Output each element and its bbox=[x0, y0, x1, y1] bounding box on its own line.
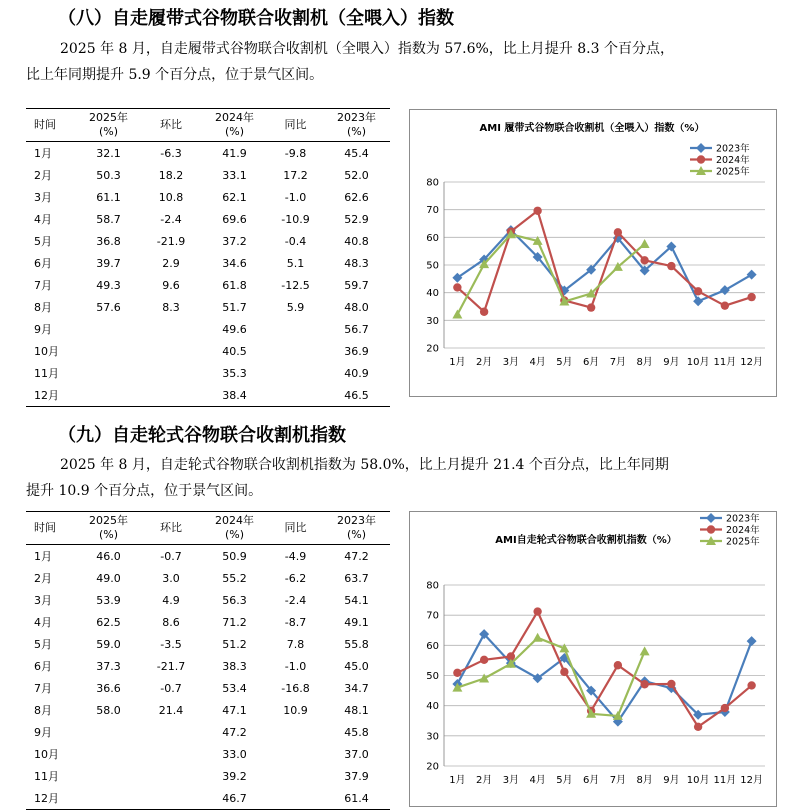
table-row bbox=[26, 186, 390, 208]
cell-month: 10月 bbox=[34, 748, 59, 761]
cell-v2024: 47.2 bbox=[222, 725, 247, 739]
series-2024年 bbox=[453, 207, 756, 316]
cell-v2025: 57.6 bbox=[96, 300, 121, 314]
cell-mom: 9.6 bbox=[162, 278, 180, 292]
cell-v2023: 55.8 bbox=[344, 637, 369, 651]
cell-yoy: -8.7 bbox=[284, 615, 307, 629]
section9-paragraph bbox=[26, 452, 776, 504]
cell-v2024: 51.7 bbox=[222, 300, 247, 314]
cell-yoy: -9.8 bbox=[284, 146, 307, 160]
cell-v2025: 61.1 bbox=[96, 190, 121, 204]
legend-marker bbox=[696, 143, 706, 153]
data-point bbox=[694, 723, 702, 731]
cell-v2024: 62.1 bbox=[222, 190, 247, 204]
header-yoy: 同比 bbox=[268, 512, 323, 545]
legend-label: 2023年 bbox=[726, 513, 760, 525]
cell-yoy: 5.1 bbox=[286, 256, 305, 270]
data-point bbox=[667, 262, 675, 270]
table-row bbox=[26, 765, 390, 787]
cell-v2025: 62.5 bbox=[96, 615, 121, 629]
chart-title: AMI自走轮式谷物联合收割机指数（%） bbox=[495, 535, 677, 546]
x-tick-label: 3月 bbox=[502, 357, 520, 368]
cell-yoy: -10.9 bbox=[281, 212, 310, 226]
cell-v2025 bbox=[76, 340, 141, 362]
cell-v2023: 63.7 bbox=[344, 571, 369, 585]
table-row bbox=[26, 274, 390, 296]
x-tick-label: 12月 bbox=[740, 775, 763, 786]
cell-v2023: 49.1 bbox=[344, 615, 369, 629]
cell-mom: -0.7 bbox=[160, 549, 182, 563]
cell-yoy: -16.8 bbox=[281, 681, 310, 695]
table-row bbox=[26, 545, 390, 568]
header-2024 bbox=[201, 109, 268, 142]
series-2025年 bbox=[452, 229, 649, 318]
cell-v2025: 53.9 bbox=[96, 593, 121, 607]
cell-v2024: 38.4 bbox=[201, 384, 268, 407]
x-tick-label: 2月 bbox=[475, 357, 493, 368]
cell-v2025: 49.0 bbox=[96, 571, 121, 585]
cell-month: 5月 bbox=[34, 235, 52, 248]
cell-v2023: 34.7 bbox=[344, 681, 369, 695]
data-point bbox=[587, 303, 595, 311]
table-row bbox=[26, 633, 390, 655]
data-point bbox=[667, 680, 675, 688]
header-2023-year: 2023年 bbox=[337, 514, 376, 527]
table-row bbox=[26, 230, 390, 252]
cell-v2023: 45.8 bbox=[344, 725, 369, 739]
data-point bbox=[533, 607, 541, 615]
cell-mom: 21.4 bbox=[158, 703, 184, 717]
cell-v2025: 37.3 bbox=[96, 659, 121, 673]
cell-mom bbox=[141, 340, 201, 362]
header-2023-year: 2023年 bbox=[337, 111, 376, 124]
table-row bbox=[26, 743, 390, 765]
cell-v2024: 56.3 bbox=[222, 593, 247, 607]
cell-mom bbox=[141, 721, 201, 743]
cell-mom bbox=[141, 384, 201, 407]
legend-label: 2025年 bbox=[716, 166, 750, 178]
cell-v2024: 40.5 bbox=[222, 344, 247, 358]
series-2023年 bbox=[452, 629, 756, 726]
y-tick-label: 30 bbox=[426, 731, 439, 743]
header-2024-year: 2024年 bbox=[215, 514, 254, 527]
x-tick-label: 11月 bbox=[713, 775, 737, 786]
cell-month: 9月 bbox=[34, 726, 52, 739]
header-2024-unit: (%) bbox=[224, 528, 245, 541]
cell-v2023: 56.7 bbox=[344, 322, 369, 336]
cell-yoy: -4.9 bbox=[284, 549, 307, 563]
series-2025年 bbox=[452, 633, 649, 720]
cell-v2024: 50.9 bbox=[222, 549, 247, 563]
cell-mom: -0.7 bbox=[160, 681, 182, 695]
table-row bbox=[26, 252, 390, 274]
y-tick-label: 60 bbox=[426, 232, 439, 244]
header-2023 bbox=[323, 512, 390, 545]
cell-mom bbox=[141, 743, 201, 765]
cell-mom bbox=[141, 318, 201, 340]
cell-mom bbox=[141, 362, 201, 384]
cell-yoy: -2.4 bbox=[284, 593, 307, 607]
x-tick-label: 8月 bbox=[636, 357, 653, 368]
table-row bbox=[26, 142, 390, 165]
section8-paragraph bbox=[26, 36, 776, 88]
cell-month: 1月 bbox=[34, 147, 52, 160]
data-point bbox=[747, 636, 757, 646]
cell-v2023: 40.8 bbox=[344, 234, 369, 248]
cell-month: 10月 bbox=[34, 345, 59, 358]
cell-yoy: -1.0 bbox=[284, 659, 307, 673]
cell-mom: -21.9 bbox=[156, 234, 186, 248]
data-point bbox=[640, 239, 650, 248]
cell-v2023: 45.0 bbox=[344, 659, 369, 673]
cell-v2025: 39.7 bbox=[96, 256, 121, 270]
cell-yoy: -0.4 bbox=[284, 234, 307, 248]
cell-v2024: 53.4 bbox=[222, 681, 247, 695]
cell-v2024: 35.3 bbox=[222, 366, 247, 380]
cell-mom: -6.3 bbox=[160, 146, 182, 160]
cell-v2024: 33.0 bbox=[222, 747, 247, 761]
cell-yoy: 5.9 bbox=[286, 300, 305, 314]
cell-v2025: 46.0 bbox=[96, 549, 121, 563]
y-tick-label: 80 bbox=[426, 177, 439, 189]
y-tick-label: 30 bbox=[426, 315, 439, 327]
cell-v2025 bbox=[76, 743, 141, 765]
table-row bbox=[26, 567, 390, 589]
data-point bbox=[640, 256, 648, 264]
table-row bbox=[26, 384, 390, 407]
cell-month: 2月 bbox=[34, 169, 52, 182]
y-tick-label: 80 bbox=[426, 580, 439, 592]
cell-v2024: 34.6 bbox=[222, 256, 247, 270]
series-line bbox=[457, 230, 751, 301]
cell-month: 6月 bbox=[34, 660, 52, 673]
cell-yoy bbox=[268, 743, 323, 765]
x-tick-label: 10月 bbox=[686, 357, 710, 368]
cell-v2023: 46.5 bbox=[323, 384, 390, 407]
data-point bbox=[452, 310, 462, 319]
table-row bbox=[26, 296, 390, 318]
data-point bbox=[453, 669, 461, 677]
cell-v2023: 47.2 bbox=[344, 549, 369, 563]
cell-month: 2月 bbox=[34, 572, 52, 585]
data-point bbox=[479, 674, 489, 683]
cell-month: 4月 bbox=[34, 213, 52, 226]
legend-label: 2023年 bbox=[716, 143, 750, 155]
y-tick-label: 60 bbox=[426, 640, 439, 652]
cell-month: 1月 bbox=[34, 550, 52, 563]
cell-mom: -3.5 bbox=[160, 637, 182, 651]
cell-month: 12月 bbox=[26, 384, 76, 407]
cell-mom: 8.6 bbox=[162, 615, 180, 629]
header-2023-unit: (%) bbox=[346, 528, 367, 541]
data-point bbox=[694, 287, 702, 295]
cell-v2024: 33.1 bbox=[222, 168, 247, 182]
section8-paragraph-line1: 2025 年 8 月，自走履带式谷物联合收割机（全喂入）指数为 57.6%，比上月提升 8.3 个百分点， bbox=[60, 41, 674, 57]
cell-v2023: 37.9 bbox=[344, 769, 369, 783]
section9-line-chart bbox=[410, 512, 776, 806]
cell-v2024: 37.2 bbox=[222, 234, 247, 248]
table-row bbox=[26, 699, 390, 721]
cell-mom bbox=[141, 765, 201, 787]
section9-paragraph-line2: 提升 10.9 个百分点，位于景气区间。 bbox=[26, 483, 263, 499]
header-2024-unit: (%) bbox=[224, 125, 245, 138]
cell-v2025 bbox=[76, 787, 141, 810]
cell-v2023: 48.0 bbox=[344, 300, 369, 314]
cell-mom bbox=[141, 787, 201, 810]
table-row bbox=[26, 362, 390, 384]
section8-title: （八）自走履带式谷物联合收割机（全喂入）指数 bbox=[58, 8, 454, 29]
x-tick-label: 4月 bbox=[529, 357, 546, 368]
section9-chart-frame bbox=[409, 511, 777, 807]
header-2025 bbox=[76, 512, 141, 545]
cell-v2023: 48.1 bbox=[344, 703, 369, 717]
cell-v2024: 51.2 bbox=[222, 637, 247, 651]
header-2024 bbox=[201, 512, 268, 545]
cell-v2025: 59.0 bbox=[96, 637, 121, 651]
cell-v2025 bbox=[76, 384, 141, 407]
cell-v2023: 52.9 bbox=[344, 212, 369, 226]
cell-v2023: 37.0 bbox=[344, 747, 369, 761]
cell-v2024: 55.2 bbox=[222, 571, 247, 585]
series-line bbox=[457, 634, 751, 721]
cell-yoy: -1.0 bbox=[284, 190, 307, 204]
cell-yoy bbox=[268, 340, 323, 362]
table-row bbox=[26, 721, 390, 743]
table-row bbox=[26, 677, 390, 699]
data-point bbox=[720, 285, 730, 295]
x-tick-label: 9月 bbox=[663, 357, 680, 368]
cell-mom: 18.2 bbox=[158, 168, 184, 182]
cell-v2024: 71.2 bbox=[222, 615, 247, 629]
header-2025-unit: (%) bbox=[98, 125, 119, 138]
cell-v2025 bbox=[76, 765, 141, 787]
section8-chart-frame bbox=[409, 109, 777, 397]
x-tick-label: 3月 bbox=[502, 775, 520, 786]
cell-yoy: -12.5 bbox=[281, 278, 310, 292]
x-tick-label: 5月 bbox=[556, 775, 573, 786]
cell-v2023: 36.9 bbox=[344, 344, 369, 358]
cell-v2023: 40.9 bbox=[344, 366, 369, 380]
cell-v2025 bbox=[76, 362, 141, 384]
cell-yoy bbox=[268, 787, 323, 810]
y-tick-label: 40 bbox=[426, 701, 439, 713]
table-row bbox=[26, 318, 390, 340]
cell-v2023: 54.1 bbox=[344, 593, 369, 607]
cell-v2025: 49.3 bbox=[96, 278, 121, 292]
cell-yoy: -6.2 bbox=[284, 571, 307, 585]
data-point bbox=[533, 633, 543, 642]
chart-title: AMI 履带式谷物联合收割机（全喂入）指数（%） bbox=[479, 123, 705, 134]
header-2025-year: 2025年 bbox=[89, 111, 128, 124]
cell-month: 11月 bbox=[34, 367, 59, 380]
section8-line-chart bbox=[410, 110, 776, 396]
legend-label: 2024年 bbox=[716, 155, 750, 166]
header-time: 时间 bbox=[26, 512, 76, 545]
x-tick-label: 7月 bbox=[609, 775, 627, 786]
section8-paragraph-line2: 比上年同期提升 5.9 个百分点，位于景气区间。 bbox=[26, 67, 324, 83]
cell-v2024: 39.2 bbox=[222, 769, 247, 783]
cell-month: 7月 bbox=[34, 682, 52, 695]
table-row bbox=[26, 611, 390, 633]
cell-v2025: 32.1 bbox=[96, 146, 121, 160]
data-point bbox=[747, 270, 757, 280]
x-tick-label: 6月 bbox=[582, 775, 600, 786]
cell-mom: 3.0 bbox=[162, 571, 180, 585]
legend-label: 2025年 bbox=[726, 536, 760, 548]
cell-v2025: 58.0 bbox=[96, 703, 121, 717]
x-tick-label: 8月 bbox=[636, 775, 653, 786]
cell-v2023: 52.0 bbox=[344, 168, 369, 182]
header-mom: 环比 bbox=[141, 109, 201, 142]
cell-v2024: 38.3 bbox=[222, 659, 247, 673]
cell-month: 3月 bbox=[34, 594, 52, 607]
header-2024-year: 2024年 bbox=[215, 111, 254, 124]
header-mom: 环比 bbox=[141, 512, 201, 545]
cell-month: 6月 bbox=[34, 257, 52, 270]
data-point bbox=[640, 646, 650, 655]
x-tick-label: 2月 bbox=[475, 775, 493, 786]
x-tick-label: 1月 bbox=[449, 357, 466, 368]
cell-month: 8月 bbox=[34, 704, 52, 717]
data-point bbox=[614, 228, 622, 236]
data-point bbox=[640, 680, 648, 688]
header-2025-unit: (%) bbox=[98, 528, 119, 541]
cell-v2024: 47.1 bbox=[222, 703, 247, 717]
table-row bbox=[26, 340, 390, 362]
cell-v2024: 41.9 bbox=[222, 146, 247, 160]
data-point bbox=[480, 308, 488, 316]
cell-v2025: 36.6 bbox=[96, 681, 121, 695]
cell-mom: -2.4 bbox=[160, 212, 182, 226]
table-row bbox=[26, 787, 390, 810]
cell-mom: 4.9 bbox=[162, 593, 180, 607]
cell-month: 9月 bbox=[34, 323, 52, 336]
legend-label: 2024年 bbox=[726, 525, 760, 536]
cell-v2024: 49.6 bbox=[222, 322, 247, 336]
cell-mom: 2.9 bbox=[162, 256, 180, 270]
x-tick-label: 6月 bbox=[582, 357, 600, 368]
cell-yoy: 10.9 bbox=[283, 703, 308, 717]
cell-v2023: 45.4 bbox=[344, 146, 369, 160]
cell-yoy bbox=[268, 765, 323, 787]
cell-v2025: 58.7 bbox=[96, 212, 121, 226]
data-point bbox=[747, 681, 755, 689]
table-row bbox=[26, 208, 390, 230]
data-point bbox=[560, 668, 568, 676]
data-point bbox=[721, 704, 729, 712]
x-tick-label: 12月 bbox=[740, 357, 763, 368]
series-line bbox=[457, 211, 751, 312]
cell-mom: 10.8 bbox=[158, 190, 184, 204]
cell-v2023: 62.6 bbox=[344, 190, 369, 204]
cell-yoy bbox=[268, 362, 323, 384]
cell-month: 12月 bbox=[26, 787, 76, 810]
table-row bbox=[26, 655, 390, 677]
legend-marker bbox=[706, 513, 716, 523]
cell-v2024: 46.7 bbox=[201, 787, 268, 810]
table-row bbox=[26, 589, 390, 611]
section9-paragraph-line1: 2025 年 8 月，自走轮式谷物联合收割机指数为 58.0%，比上月提升 21.4 个百分点，比上年同期 bbox=[60, 457, 669, 473]
cell-mom: -21.7 bbox=[156, 659, 186, 673]
x-tick-label: 7月 bbox=[609, 357, 627, 368]
y-tick-label: 50 bbox=[426, 671, 439, 682]
section8-data-table bbox=[26, 108, 390, 407]
cell-yoy bbox=[268, 721, 323, 743]
cell-v2025: 36.8 bbox=[96, 234, 121, 248]
x-tick-label: 4月 bbox=[529, 775, 546, 786]
x-tick-label: 1月 bbox=[449, 775, 466, 786]
cell-yoy: 7.8 bbox=[286, 637, 305, 651]
cell-month: 11月 bbox=[34, 770, 59, 783]
table-row bbox=[26, 164, 390, 186]
cell-v2025 bbox=[76, 721, 141, 743]
y-tick-label: 70 bbox=[426, 205, 439, 217]
cell-yoy bbox=[268, 318, 323, 340]
legend-marker bbox=[697, 155, 705, 163]
y-tick-label: 50 bbox=[426, 260, 439, 272]
cell-mom: 8.3 bbox=[162, 300, 180, 314]
y-tick-label: 20 bbox=[426, 761, 439, 773]
data-point bbox=[453, 283, 461, 291]
x-tick-label: 9月 bbox=[663, 775, 680, 786]
cell-v2023: 61.4 bbox=[323, 787, 390, 810]
data-point bbox=[693, 296, 703, 306]
y-tick-label: 70 bbox=[426, 610, 439, 622]
cell-v2025: 50.3 bbox=[96, 168, 121, 182]
cell-v2024: 69.6 bbox=[222, 212, 247, 226]
cell-v2023: 48.3 bbox=[344, 256, 369, 270]
header-2025 bbox=[76, 109, 141, 142]
cell-month: 7月 bbox=[34, 279, 52, 292]
header-2023-unit: (%) bbox=[346, 125, 367, 138]
data-point bbox=[480, 656, 488, 664]
y-tick-label: 20 bbox=[426, 343, 439, 355]
legend-marker bbox=[707, 525, 715, 533]
cell-month: 5月 bbox=[34, 638, 52, 651]
header-2023 bbox=[323, 109, 390, 142]
x-tick-label: 11月 bbox=[713, 357, 737, 368]
cell-month: 3月 bbox=[34, 191, 52, 204]
section9-title: （九）自走轮式谷物联合收割机指数 bbox=[58, 425, 346, 446]
cell-v2025 bbox=[76, 318, 141, 340]
data-point bbox=[614, 661, 622, 669]
cell-yoy bbox=[268, 384, 323, 407]
cell-month: 8月 bbox=[34, 301, 52, 314]
section9-data-table bbox=[26, 511, 390, 810]
cell-month: 4月 bbox=[34, 616, 52, 629]
cell-v2024: 61.8 bbox=[222, 278, 247, 292]
cell-v2023: 59.7 bbox=[344, 278, 369, 292]
x-tick-label: 5月 bbox=[556, 357, 573, 368]
header-2025-year: 2025年 bbox=[89, 514, 128, 527]
data-point bbox=[747, 293, 755, 301]
cell-yoy: 17.2 bbox=[283, 168, 308, 182]
x-tick-label: 10月 bbox=[686, 775, 710, 786]
header-time: 时间 bbox=[26, 109, 76, 142]
header-yoy: 同比 bbox=[268, 109, 323, 142]
y-tick-label: 40 bbox=[426, 288, 439, 300]
data-point bbox=[533, 207, 541, 215]
data-point bbox=[721, 301, 729, 309]
